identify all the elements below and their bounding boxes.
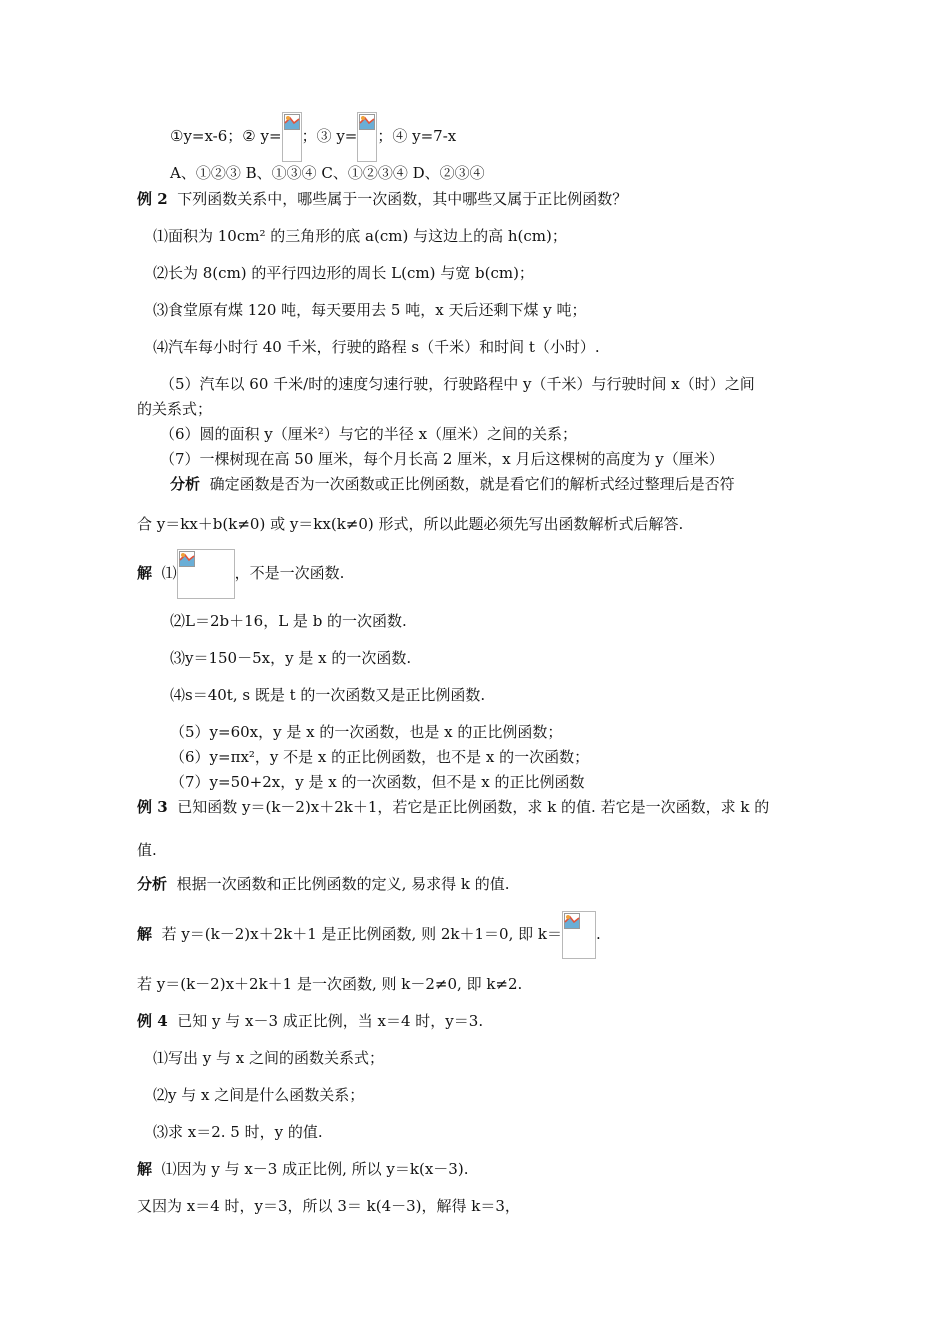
- ex2-item-5a: （5）汽车以 60 千米/时的速度匀速行驶，行驶路程中 y（千米）与行驶时间 x（时）之间: [160, 375, 755, 393]
- broken-image-icon: [564, 913, 580, 929]
- ex2-solution-1: [137, 548, 344, 599]
- ex2-item-7: （7）一棵树现在高 50 厘米，每个月长高 2 厘米，x 月后这棵树的高度为 y（厘米）: [160, 450, 724, 468]
- option-line: [170, 112, 456, 162]
- ex3-solution-1: [137, 910, 601, 959]
- ex2-item-1: ⑴面积为 10cm² 的三角形的底 a(cm) 与这边上的高 h(cm)；: [153, 227, 567, 245]
- example-3-question-cont: 值.: [137, 841, 157, 859]
- ex2-solution-7: （7）y=50+2x，y 是 x 的一次函数，但不是 x 的正比例函数: [170, 773, 585, 791]
- solution-1-prefix: ⑴: [161, 564, 177, 582]
- example-2-question: [137, 189, 627, 209]
- example-2-label: 例 2: [137, 190, 168, 208]
- example-4-text: 已知 y 与 x－3 成正比例，当 x＝4 时，y＝3.: [177, 1012, 484, 1030]
- ex2-solution-5: （5）y=60x，y 是 x 的一次函数，也是 x 的正比例函数；: [170, 723, 563, 741]
- broken-image-icon: [359, 114, 375, 130]
- ex2-analysis-line-1: [170, 474, 735, 494]
- ex2-item-5b: 的关系式；: [137, 400, 213, 418]
- ex2-item-4: ⑷汽车每小时行 40 千米，行驶的路程 s（千米）和时间 t（小时）.: [153, 338, 600, 356]
- solution-label: 解: [137, 1160, 153, 1178]
- analysis-text: 根据一次函数和正比例函数的定义, 易求得 k 的值.: [176, 875, 510, 893]
- example-3-question: [137, 797, 769, 817]
- solution-1-suffix: .: [595, 925, 601, 943]
- ex2-solution-6: （6）y=πx²，y 不是 x 的正比例函数，也不是 x 的一次函数；: [170, 748, 590, 766]
- example-3-text: 已知函数 y＝(k－2)x＋2k＋1，若它是正比例函数，求 k 的值. 若它是一次函数，求 k 的: [177, 798, 770, 816]
- formula-image: [177, 549, 235, 599]
- ex2-solution-2: ⑵L＝2b＋16，L 是 b 的一次函数.: [170, 612, 407, 630]
- ex4-solution-1: [137, 1159, 468, 1179]
- ex2-solution-3: ⑶y＝150－5x，y 是 x 的一次函数.: [170, 649, 412, 667]
- answer-choices: A、①②③ B、①③④ C、①②③④ D、②③④: [170, 164, 485, 182]
- analysis-text: 确定函数是否为一次函数或正比例函数，就是看它们的解析式经过整理后是否符: [209, 475, 735, 493]
- example-2-text: 下列函数关系中，哪些属于一次函数，其中哪些又属于正比例函数？: [177, 190, 628, 208]
- ex2-item-6: （6）圆的面积 y（厘米²）与它的半径 x（厘米）之间的关系；: [160, 425, 578, 443]
- analysis-label: 分析: [137, 875, 168, 893]
- solution-label: 解: [137, 564, 153, 582]
- broken-image-icon: [284, 114, 300, 130]
- ex2-solution-4: ⑷s＝40t, s 既是 t 的一次函数又是正比例函数.: [170, 686, 486, 704]
- formula-image: [562, 911, 596, 959]
- ex4-item-1: ⑴写出 y 与 x 之间的函数关系式；: [153, 1049, 385, 1067]
- ex3-analysis: [137, 874, 510, 894]
- ex3-solution-2: 若 y＝(k－2)x＋2k＋1 是一次函数, 则 k－2≠0, 即 k≠2.: [137, 975, 523, 993]
- ex2-item-3: ⑶食堂原有煤 120 吨，每天要用去 5 吨，x 天后还剩下煤 y 吨；: [153, 301, 587, 319]
- example-4-label: 例 4: [137, 1012, 168, 1030]
- example-4-question: [137, 1011, 483, 1031]
- solution-1-suffix: ，不是一次函数.: [234, 564, 345, 582]
- analysis-label: 分析: [170, 475, 201, 493]
- broken-image-icon: [179, 551, 195, 567]
- ex4-item-3: ⑶求 x＝2. 5 时，y 的值.: [153, 1123, 323, 1141]
- ex2-item-2: ⑵长为 8(cm) 的平行四边形的周长 L(cm) 与宽 b(cm)；: [153, 264, 534, 282]
- solution-label: 解: [137, 925, 153, 943]
- solution-1-text: ⑴因为 y 与 x－3 成正比例, 所以 y＝k(x－3).: [161, 1160, 469, 1178]
- ex4-item-2: ⑵y 与 x 之间是什么函数关系；: [153, 1086, 365, 1104]
- formula-image: [282, 112, 302, 162]
- solution-1-prefix: 若 y＝(k－2)x＋2k＋1 是正比例函数, 则 2k＋1＝0, 即 k＝: [161, 925, 562, 943]
- formula-image: [357, 112, 377, 162]
- option-1-2: ①y=x-6；② y=: [170, 127, 282, 145]
- ex4-solution-2: 又因为 x＝4 时，y＝3，所以 3＝ k(4－3)，解得 k＝3，: [137, 1197, 520, 1215]
- option-3: ；③ y=: [301, 127, 358, 145]
- example-3-label: 例 3: [137, 798, 168, 816]
- option-4: ；④ y=7-x: [377, 127, 457, 145]
- ex2-analysis-line-2: 合 y＝kx＋b(k≠0) 或 y＝kx(k≠0) 形式，所以此题必须先写出函数解析式后解答.: [137, 515, 684, 533]
